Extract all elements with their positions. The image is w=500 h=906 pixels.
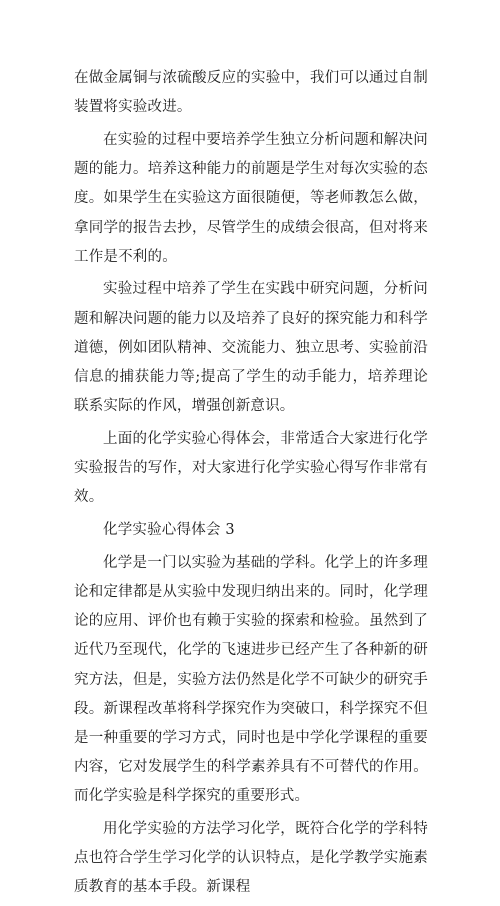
paragraph-independent-analysis: 在实验的过程中要培养学生独立分析问题和解决问题的能力。培养这种能力的前题是学生对每次实验的态度。如果学生在实验这方面很随便，等老师教怎么做，拿同学的报告去抄，尽管学生的成绩会很高，但对将来工作是不利的。 — [74, 131, 428, 265]
document-body — [74, 64, 428, 906]
paragraph-chemistry-experiment-basis: 化学是一门以实验为基础的学科。化学上的许多理论和定律都是从实验中发现归纳出来的。同时，化学理论的应用、评价也有赖于实验的探索和检验。虽然到了近代乃至现代，化学的飞速进步已经产生了各种新的研究方法，但是，实验方法仍然是化学不可缺少的研究手段。新课程改革将科学探究作为突破口，科学探究不但是一种重要的学习方式，同时也是中学化学课程的重要内容，它对发展学生的科学素养具有不可替代的作用。而化学实验是科学探究的重要形式。 — [74, 554, 428, 805]
paragraph-experiment-improvement: 在做金属铜与浓硫酸反应的实验中，我们可以通过自制装置将实验改进。 — [74, 70, 428, 116]
paragraph-summary-note: 上面的化学实验心得体会，非常适合大家进行化学实验报告的写作，对大家进行化学实验心得写作非常有效。 — [74, 430, 428, 506]
paragraph-research-abilities: 实验过程中培养了学生在实践中研究问题，分析问题和解决问题的能力以及培养了良好的探究能力和科学道德，例如团队精神、交流能力、独立思考、实验前沿信息的捕获能力等;提高了学生的动手能力，培养理论联系实际的作风，增强创新意识。 — [74, 281, 428, 415]
section-heading: 化学实验心得体会 3 — [103, 522, 235, 539]
paragraph-learning-by-experiment: 用化学实验的方法学习化学，既符合化学的学科特点也符合学生学习化学的认识特点，是化学教学实施素质教育的基本手段。新课程 — [74, 821, 428, 896]
